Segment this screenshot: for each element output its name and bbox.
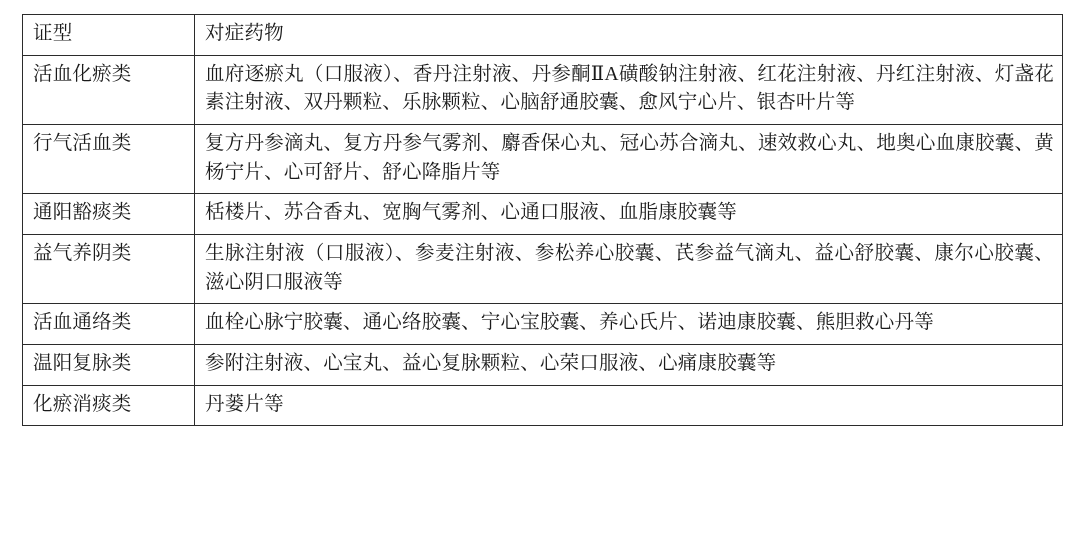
header-cell-type <box>23 15 195 56</box>
cell-type <box>23 194 195 235</box>
cell-drugs <box>195 234 1063 303</box>
cell-drugs-text: 丹蒌片等 <box>205 393 284 415</box>
cell-type-text: 温阳复脉类 <box>33 352 132 374</box>
header-cell-drugs <box>195 15 1063 56</box>
header-label-type: 证型 <box>33 23 73 44</box>
cell-drugs-text: 复方丹参滴丸、复方丹参气雾剂、麝香保心丸、冠心苏合滴丸、速效救心丸、地奥心血康胶囊、黄杨宁片、心可舒片、舒心降脂片等 <box>205 132 1054 183</box>
header-label-drugs: 对症药物 <box>205 23 284 44</box>
cell-type <box>23 124 195 193</box>
cell-drugs-text: 血府逐瘀丸（口服液）、香丹注射液、丹参酮ⅡA磺酸钠注射液、红花注射液、丹红注射液、灯盏花素注射液、双丹颗粒、乐脉颗粒、心脑舒通胶囊、愈风宁心片、银杏叶片等 <box>205 63 1054 114</box>
cell-drugs <box>195 124 1063 193</box>
tcm-drug-table <box>22 14 1063 426</box>
cell-type <box>23 344 195 385</box>
table-row <box>23 124 1063 193</box>
cell-type <box>23 304 195 345</box>
table-row <box>23 234 1063 303</box>
table-row <box>23 55 1063 124</box>
cell-drugs <box>195 344 1063 385</box>
cell-drugs-text: 参附注射液、心宝丸、益心复脉颗粒、心荣口服液、心痛康胶囊等 <box>205 352 777 374</box>
cell-drugs <box>195 194 1063 235</box>
cell-type-text: 通阳豁痰类 <box>33 202 132 224</box>
cell-type <box>23 234 195 303</box>
table-row <box>23 304 1063 345</box>
table-row <box>23 194 1063 235</box>
cell-drugs-text: 栝楼片、苏合香丸、宽胸气雾剂、心通口服液、血脂康胶囊等 <box>205 202 737 224</box>
table-header-row <box>23 15 1063 56</box>
cell-drugs-text: 生脉注射液（口服液）、参麦注射液、参松养心胶囊、芪参益气滴丸、益心舒胶囊、康尔心胶囊、滋心阴口服液等 <box>205 242 1054 293</box>
cell-type <box>23 385 195 426</box>
cell-type <box>23 55 195 124</box>
cell-type-text: 活血通络类 <box>33 312 132 334</box>
cell-drugs <box>195 385 1063 426</box>
table-body <box>23 15 1063 426</box>
table-row <box>23 344 1063 385</box>
cell-drugs <box>195 55 1063 124</box>
cell-drugs <box>195 304 1063 345</box>
cell-type-text: 化瘀消痰类 <box>33 393 132 415</box>
cell-type-text: 益气养阴类 <box>33 242 132 264</box>
table-row <box>23 385 1063 426</box>
cell-drugs-text: 血栓心脉宁胶囊、通心络胶囊、宁心宝胶囊、养心氏片、诺迪康胶囊、熊胆救心丹等 <box>205 312 934 334</box>
cell-type-text: 活血化瘀类 <box>33 63 132 85</box>
cell-type-text: 行气活血类 <box>33 132 132 154</box>
